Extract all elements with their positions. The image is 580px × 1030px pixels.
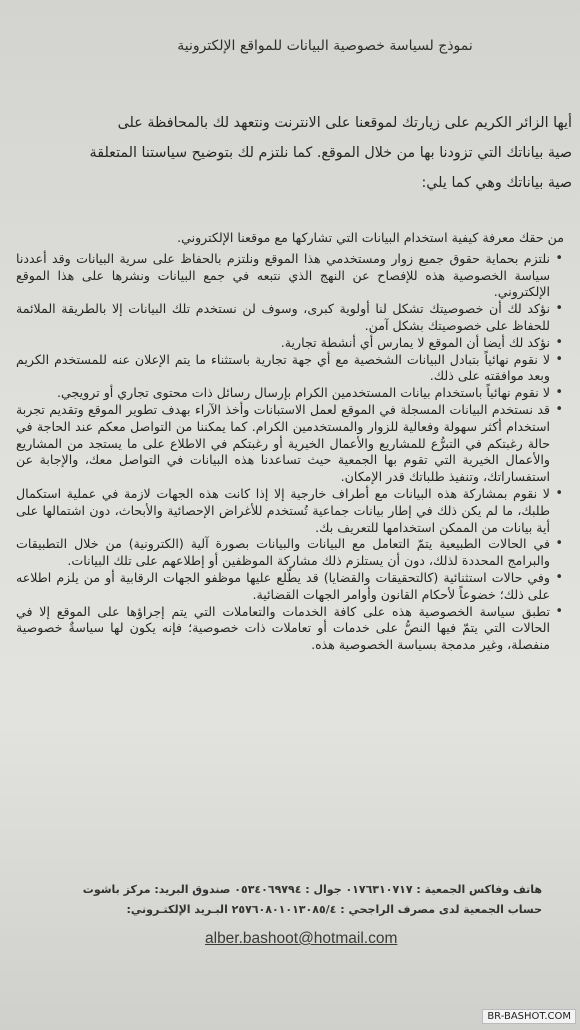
contact-bank-line: حساب الجمعية لدى مصرف الراجحي : ٢٥٧٦٠٨٠١٠١٣٠٨٥/٤ البـريد الإلكتـروني:: [126, 903, 542, 916]
intro-line: أيها الزائر الكريم على زيارتك لموقعنا على الانترنت ونتعهد لك بالمحافظة على: [117, 115, 572, 131]
policy-lead: من حقك معرفة كيفية استخدام البيانات التي تشاركها مع موقعنا الإلكتروني.: [177, 230, 564, 245]
list-item: • قد نستخدم البيانات المسجلة في الموقع لعمل الاستبانات وأخذ الآراء بهدف تطوير الموقع وتقديم تجربة استخدام أكثر سهولة وفعالية للزوار والمستخدمين الكرام. كما يمكننا من التواصل معكم عند الحاجة في حالة رغبتكم في التبرُّع للمشاريع والأعمال الخيرية أو رغبتكم في الاطلاع على ما يستجد من المشاريع والأعمال الخيرية التي تقوم بها الجمعية حيث تساعدنا هذه البيانات في التواصل معك، والإجابة عن استفساراتك، وتنفيذ طلباتك قدر الإمكان.: [16, 402, 550, 486]
document-title: نموذج لسياسة خصوصية البيانات للمواقع الإلكترونية: [177, 38, 473, 54]
contact-email-link[interactable]: alber.bashoot@hotmail.com: [205, 930, 398, 947]
intro-line: صية بياناتك التي تزودنا بها من خلال الموقع. كما نلتزم لك بتوضيح سياستنا المتعلقة: [89, 145, 572, 161]
list-item: • وفي حالات استثنائية (كالتحقيقات والقضايا) قد يطّلع عليها موظفو الجهات الرقابية أو من يلزم اطلاعه على ذلك؛ خضوعاً لأحكام القانون وأوامر الجهات القضائية.: [16, 570, 550, 604]
contact-phone-line: هاتف وفاكس الجمعية : ٠١٧٦٣١٠٧١٧ جوال : ٠٥٣٤٠٦٩٧٩٤ صندوق البريد: مركز باشوت: [82, 883, 542, 896]
intro-line: صية بياناتك وهي كما يلي:: [421, 175, 572, 191]
list-item: • نؤكد لك أيضا أن الموقع لا يمارس أي أنشطة تجارية.: [16, 335, 550, 352]
list-item: • نلتزم بحماية حقوق جميع زوار ومستخدمي هذا الموقع ونلتزم بالحفاظ على سرية البيانات وقد أعددنا سياسة الخصوصية هذه للإفصاح عن النهج الذي نتبعه في جمع البيانات ونشرها على هذا الموقع الإلكتروني.: [16, 251, 550, 301]
site-watermark: BR-BASHOT.COM: [482, 1009, 576, 1024]
list-item: • في الحالات الطبيعية يتمّ التعامل مع البيانات والبيانات بصورة آلية (الكترونية) من خلال التطبيقات والبرامج المحددة لذلك، دون أن يستلزم ذلك مشاركة الموظفين أو إطلاعهم على تلك البيانات.: [16, 536, 550, 570]
list-item: • لا نقوم نهائياً باستخدام بيانات المستخدمين الكرام بإرسال رسائل ذات محتوى تجاري أو ترويجي.: [16, 385, 550, 402]
intro-paragraph: [0, 108, 572, 198]
list-item: • لا نقوم نهائياً بتبادل البيانات الشخصية مع أي جهة تجارية باستثناء ما يتم الإعلان عنه للمستخدم الكريم وبعد موافقته على ذلك.: [16, 352, 550, 386]
list-item: • لا نقوم بمشاركة هذه البيانات مع أطراف خارجية إلا إذا كانت هذه الجهات لازمة في عملية استكمال طلبك، ما لم يكن ذلك في إطار بيانات جماعية تُستخدم للأغراض الإحصائية والأبحاث، دون اشتمالها على أية بيانات من الممكن استخدامها للتعريف بك.: [16, 486, 550, 536]
policy-body: [16, 230, 564, 860]
contact-footer: [28, 880, 542, 920]
list-item: • نؤكد لك أن خصوصيتك تشكل لنا أولوية كبرى، وسوف لن نستخدم تلك البيانات إلا بالطريقة الملائمة للحفاظ على خصوصيتك بشكل آمن.: [16, 301, 550, 335]
policy-list: [16, 251, 564, 654]
list-item: • تطبق سياسة الخصوصية هذه على كافة الخدمات والتعاملات التي يتم إجراؤها على الموقع إلا في الحالات التي يتمّ فيها النصُّ على خدمات أو تعاملات ذات خصوصية؛ فإنه يكون لها سياسةٌ خصوصية منفصلة، وغير مدمجة بسياسة الخصوصية هذه.: [16, 604, 550, 654]
